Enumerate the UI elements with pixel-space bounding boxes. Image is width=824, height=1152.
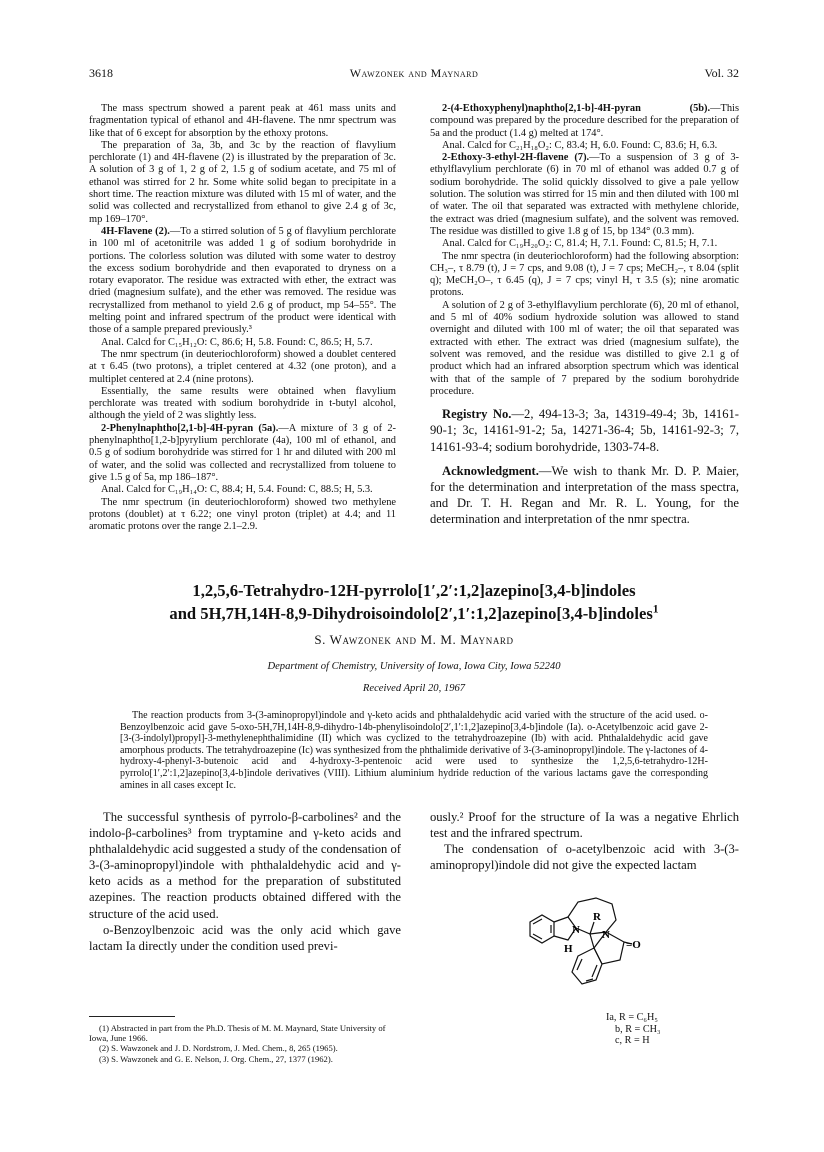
registry-text: —2, 494-13-3; 3a, 14319-49-4; 3b, 14161-90-1; 3c, 14161-91-2; 5a, 14271-36-4; 5b, 14161-92-3; 7, 14161-93-4; sodium borohydride, 1303-74-8. — [430, 407, 739, 454]
paragraph: The nmr spectra (in deuteriochloroform) had the following absorption: CH₃–, τ 8.79 (t), J = 7 cps, and 9.08 (t), J = 7 cps; MeCH₂–, τ 8.04 (split q); MeCH₂O–, τ 6.45 (q), J = 7 cps; vinyl H, τ 3.5 (s); nine aromatic protons. — [430, 250, 739, 299]
running-title: Wawzonek and Maynard — [349, 66, 479, 80]
acknowledgment-text: —We wish to thank Mr. D. P. Maier, for the determination and interpretation of the mass spectra, and Dr. T. H. Regan and Mr. R. L. Young, for the determination and interpretation of the nmr spectra. — [430, 463, 739, 527]
abstract-text: The reaction products from 3-(3-aminopropyl)indole and γ-keto acids and phthalaldehydic acid varied with the structure of the acid used. o-Benzoylbenzoic acid gave 5-oxo-5H,7H,14H-8,9-dihydro-14b-phenylisoindolo[2′,1′:1,2]azepino[3,4-b]indole (Ia). o-Acetylbenzoic acid gave 2-[3-(3-indolyl)propyl]-3-methylenephthalimidine (II) which was cyclized to the tetrahydroazepine (Ib) with acid. Phthalaldehydic acid gave amorphous products. The tetrahydroazepine (Ic) was synthesized from the phthalimide derivative of 3-(3-aminopropyl)indole. The γ-lactones of 4-hydroxy-4-phenyl-3-butenoic acid and 4-hydroxy-3-pentenoic acid were used to synthesize the 1,2,5,6-tetrahydro-12H-pyrrolo[1′,2′:1,2]azepino[3,4-b]indole derivatives (VIII). Lithium aluminium hydride reduction of the various lactams gave the corresponding amines in all cases except Ic. — [120, 710, 708, 791]
article-affiliation: Department of Chemistry, University of Iowa, Iowa City, Iowa 52240 — [267, 661, 561, 672]
paragraph: The mass spectrum showed a parent peak at 461 mass units and fragmentation typical of ethanol and 4H-flavene. The nmr spectrum was like that of 6 except for absorption by the ethoxy protons. — [89, 103, 396, 139]
structure-label-n-indole: N — [572, 924, 580, 936]
chemical-structure-diagram — [520, 892, 670, 1010]
title-footnote-marker: 1 — [652, 602, 659, 616]
paragraph: The successful synthesis of pyrrolo-β-carbolines² and the indolo-β-carbolines³ from tryptamine and γ-keto acids and phthalaldehydic acid suggested a study of the condensation of 3-(3-aminopropyl)indole with phthalaldehydic acid and γ-keto acids as a method for the preparation of substituted azepines. The reaction products obtained differed with the structure of the acid used. — [89, 810, 401, 921]
structure-label-carbonyl: =O — [626, 939, 641, 951]
acknowledgment-heading: Acknowledgment. — [442, 463, 539, 478]
footnotes — [89, 1023, 401, 1064]
paragraph-text: —This compound was prepared by the procedure described for the preparation of 5a and the product (1.4 g) melted at 174°. — [430, 103, 739, 139]
left-column-text — [89, 103, 396, 533]
footnote: (1) Abstracted in part from the Ph.D. Thesis of M. M. Maynard, State University of Iowa, June 1966. — [89, 1023, 386, 1044]
volume-label: Vol. 32 — [704, 66, 739, 80]
article-body-left — [89, 809, 401, 954]
paragraph: ously.² Proof for the structure of Ia was a negative Ehrlich test and the infrared spectrum. — [430, 810, 739, 841]
fused-benzene-ring — [572, 948, 602, 984]
paragraph — [89, 423, 396, 484]
section-heading: 2-Phenylnaphtho[2,1-b]-4H-pyran (5a). — [101, 422, 279, 434]
article-title-line-2 — [89, 602, 739, 625]
article-title-line-1: 1,2,5,6-Tetrahydro-12H-pyrrolo[1′,2′:1,2]azepino[3,4-b]indoles — [192, 581, 636, 600]
structure-label-n-lactam: N — [602, 929, 610, 941]
paragraph: Anal. Calcd for C₁₉H₁₄O: C, 88.4; H, 5.4. Found: C, 88.5; H, 5.3. — [101, 484, 373, 496]
section-heading: 4H-Flavene (2). — [101, 225, 170, 237]
article-title-text: and 5H,7H,14H-8,9-Dihydroisoindolo[2′,1′:1,2]azepino[3,4-b]indoles — [169, 604, 653, 623]
paragraph: The nmr spectrum (in deuteriochloroform) showed a doublet centered at τ 6.45 (two protons), a triplet centered at 4.32 (one proton), and a multiplet centered at 2.4 (nine protons). — [89, 348, 396, 385]
paragraph-text: —A mixture of 3 g of 2-phenylnaphtho[1,2-b]pyrylium perchlorate (4a), 100 ml of ethanol, and 0.5 g of sodium borohydride was stirred for 1 hr and diluted with 200 ml of water, and the solid was collected and recrystallized from toluene to give 1.5 g of 5a, mp 186–187°. — [89, 422, 396, 483]
paragraph: Anal. Calcd for C₂₁H₁₈O₂: C, 83.4; H, 6.0. Found: C, 83.6; H, 6.3. — [442, 139, 718, 151]
registry-heading: Registry No. — [442, 407, 512, 422]
section-heading: 2-Ethoxy-3-ethyl-2H-flavene (7). — [442, 152, 590, 164]
structure-label-r: R — [593, 911, 601, 923]
registry-numbers — [430, 406, 739, 455]
paragraph — [430, 103, 739, 140]
structure-legend — [606, 1012, 661, 1047]
footnote: (3) S. Wawzonek and G. E. Nelson, J. Org. Chem., 27, 1377 (1962). — [99, 1053, 333, 1064]
paragraph: Anal. Calcd for C₁₉H₂₀O₂: C, 81.4; H, 7.1. Found: C, 81.5; H, 7.1. — [442, 238, 718, 250]
paragraph — [89, 226, 396, 337]
right-column-text — [430, 103, 739, 528]
acknowledgment — [430, 463, 739, 528]
article-received-date: Received April 20, 1967 — [362, 683, 466, 694]
paragraph: Essentially, the same results were obtained when flavylium perchlorate was treated with sodium borohydride in t-butyl alcohol, although the yield of 2 was slightly less. — [89, 385, 396, 422]
article-authors: S. Wawzonek and M. M. Maynard — [314, 632, 514, 647]
structure-legend-a: Ia, R = C₆H₅ — [606, 1012, 658, 1023]
structure-legend-c: c, R = H — [615, 1035, 650, 1046]
article-body-right — [430, 809, 739, 873]
footnote-divider — [89, 1016, 175, 1017]
paragraph: o-Benzoylbenzoic acid was the only acid which gave lactam Ia directly under the condition used previ- — [89, 922, 401, 953]
paragraph — [430, 152, 739, 238]
paragraph: The preparation of 3a, 3b, and 3c by the reaction of flavylium perchlorate (1) and 4H-flavene (2) is illustrated by the preparation of 3c. A solution of 3 g of 1, 2 g of 2, 1.5 g of sodium acetate, and 75 ml of ethanol was stirred for 2 hr. Some white solid began to precipitate in a short time. The reaction mixture was diluted with 15 ml of water, and the solid was collected and recrystallized from ethanol to give 2.4 g of 3c, mp 169–170°. — [89, 139, 396, 225]
paragraph: The nmr spectrum (in deuteriochloroform) showed two methylene protons (doublet) at τ 6.22; one vinyl proton (triplet) at 4.4; and 11 aromatic protons over the range 2.1–2.9. — [89, 496, 396, 533]
section-heading: 2-(4-Ethoxyphenyl)naphtho[2,1-b]-4H-pyran (5b). — [442, 103, 711, 114]
paragraph: The condensation of o-acetylbenzoic acid with 3-(3-aminopropyl)indole did not give the expected lactam — [430, 842, 739, 873]
paragraph-text: —To a suspension of 3 g of 3-ethylflavylium perchlorate (6) in 70 ml of ethanol was added 0.7 g of sodium borohydride. The solid quickly dissolved to give a pale yellow solution. The solution was stirred for 15 min and then diluted with 100 ml of water. The oil that separated was extracted with methylene chloride, the extract was dried (magnesium sulfate), and the solvent was removed. The residue was distilled to give 1.8 g of 15, bp 134° (0.3 mm). — [430, 152, 739, 237]
paragraph-text: —To a stirred solution of 5 g of flavylium perchlorate in 100 ml of acetonitrile was added 1 g of sodium borohydride in portions. The colorless solution was diluted with some water to destroy the excess sodium borohydride and then evaporated to dryness on a rotary evaporator. The residue was extracted with ether, the extract was dried (magnesium sulfate), and the ether was removed. The residue was recrystallized from methanol to yield 2.6 g of product, mp 54–55°. The melting point and infrared spectrum of the product were identical with those of a sample prepared previously.³ — [89, 225, 396, 336]
paragraph: A solution of 2 g of 3-ethylflavylium perchlorate (6), 20 ml of ethanol, and 5 ml of 40% sodium hydroxide solution was allowed to stand overnight and diluted with 100 ml of water; the oil that separated was extracted with ether. The extract was dried (magnesium sulfate), the solvent was removed, and the residue was distilled to give 2.1 g of product which had an infrared absorption spectrum which was identical with that of the sample of 7 prepared by the sodium borohydride procedure. — [430, 299, 739, 397]
structure-legend-b: b, R = CH₃ — [615, 1023, 661, 1035]
article-title — [89, 579, 739, 625]
page-number: 3618 — [89, 66, 113, 80]
footnote: (2) S. Wawzonek and J. D. Nordstrom, J. Med. Chem., 8, 265 (1965). — [99, 1043, 338, 1054]
article-abstract — [120, 710, 708, 791]
paragraph: Anal. Calcd for C₁₅H₁₂O: C, 86.6; H, 5.8. Found: C, 86.5; H, 5.7. — [101, 336, 373, 348]
structure-label-h: H — [564, 943, 573, 955]
